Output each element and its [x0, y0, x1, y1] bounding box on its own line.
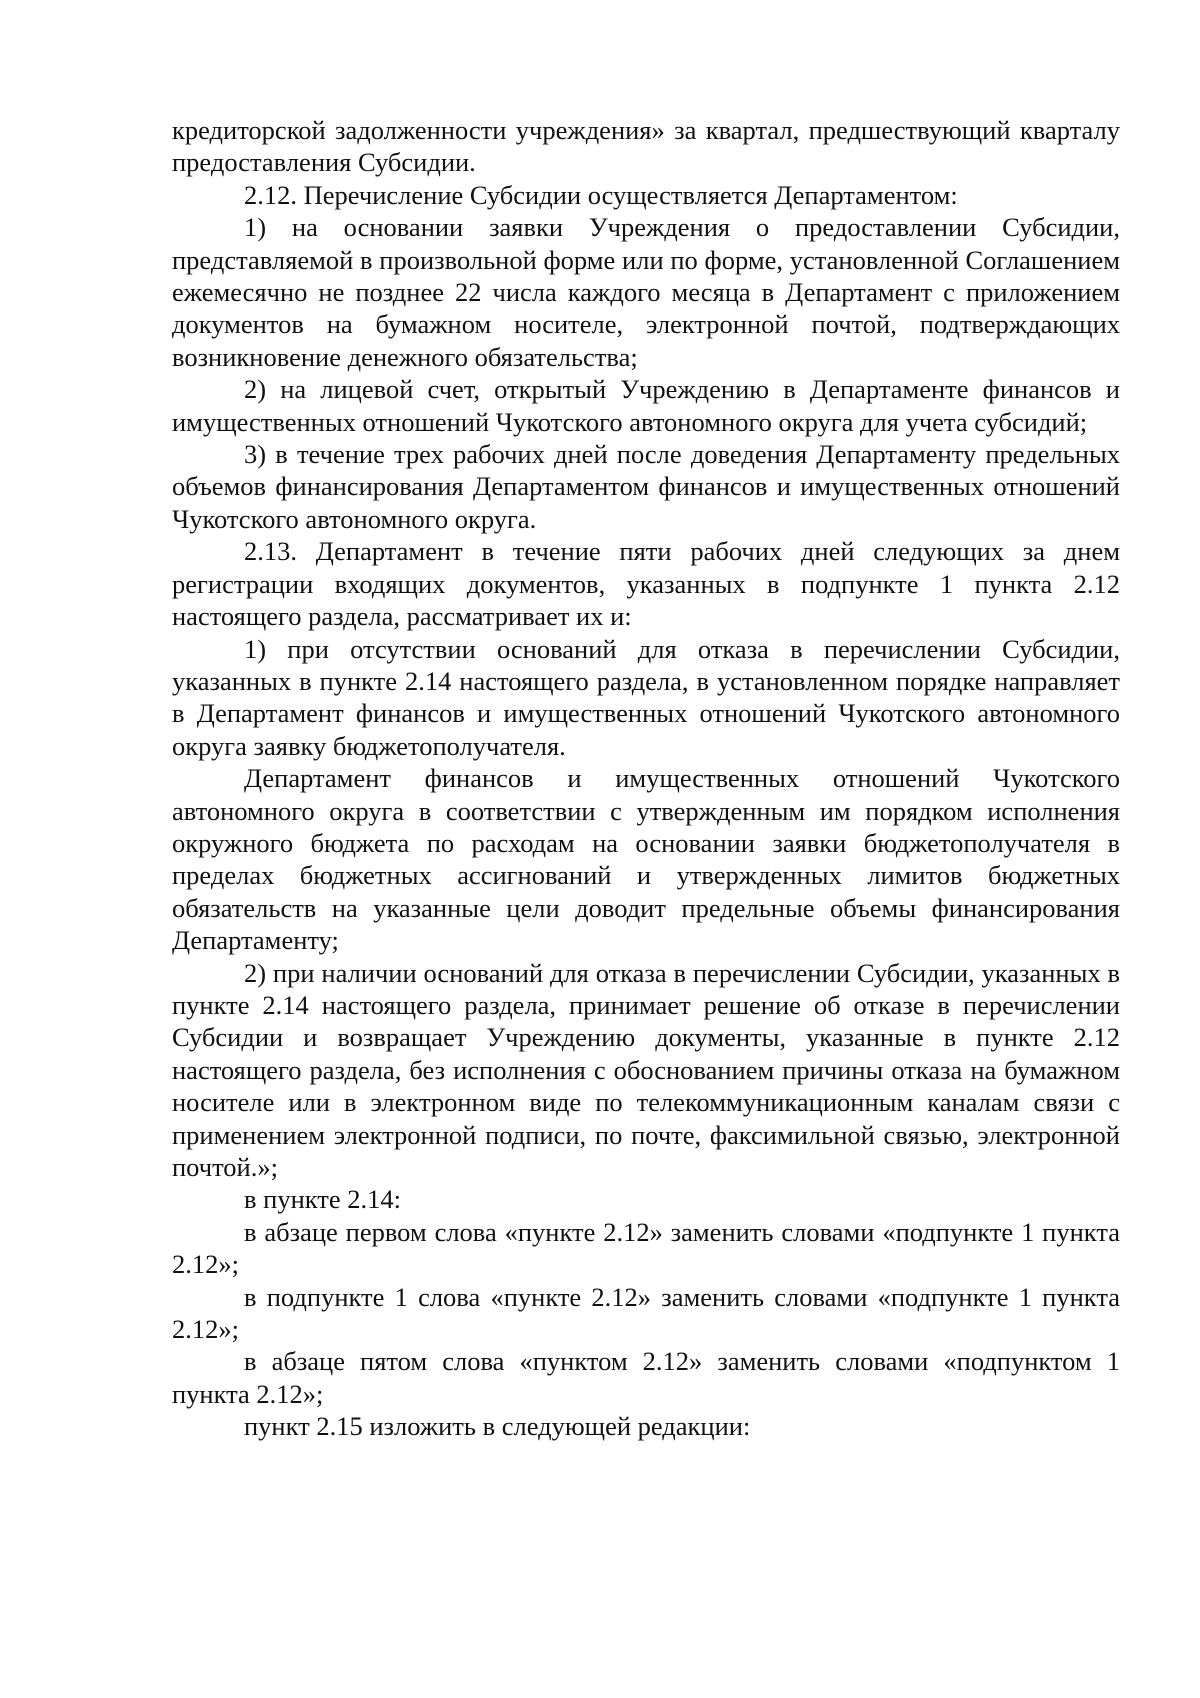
paragraph-2-13-item-1: 1) при отсутствии оснований для отказа в перечислении Субсидии, указанных в пункте 2.14 настоящего раздела, в установленном порядке направляет в Департамент финансов и имущественных отношений Чукотского автономного округа заявку бюджетополучателя.	[172, 633, 1120, 761]
paragraph-continuation: кредиторской задолженности учреждения» за квартал, предшествующий кварталу предоставления Субсидии.	[172, 115, 1120, 178]
paragraph-2-12-item-1: 1) на основании заявки Учреждения о предоставлении Субсидии, представляемой в произвольной форме или по форме, установленной Соглашением ежемесячно не позднее 22 числа каждого месяца в Департамент с приложением документов на бумажном носителе, электронной почтой, подтверждающих возникновение денежного обязательства;	[172, 212, 1120, 372]
paragraph-2-15-heading: пункт 2.15 изложить в следующей редакции:	[244, 1411, 751, 1442]
paragraph-2-12-item-2: 2) на лицевой счет, открытый Учреждению в Департаменте финансов и имущественных отношений Чукотского автономного округа для учета субсидий;	[172, 374, 1120, 437]
paragraph-2-14-amend-2: в подпункте 1 слова «пункте 2.12» заменить словами «подпункте 1 пункта 2.12»;	[172, 1281, 1120, 1345]
paragraph-2-14-amend-3: в абзаце пятом слова «пунктом 2.12» заменить словами «подпунктом 1 пункта 2.12»;	[172, 1346, 1120, 1409]
document-page	[172, 114, 1120, 1443]
paragraph-2-14-amend-1: в абзаце первом слова «пункте 2.12» заменить словами «подпункте 1 пункта 2.12»;	[172, 1216, 1120, 1280]
paragraph-2-13-item-2: 2) при наличии оснований для отказа в перечислении Субсидии, указанных в пункте 2.14 настоящего раздела, принимает решение об отказе в перечислении Субсидии и возвращает Учреждению документы, указанные в пункте 2.12 настоящего раздела, без исполнения с обоснованием причины отказа на бумажном носителе или в электронном виде по телекоммуникационным каналам связи с применением электронной подписи, по почте, факсимильной связью, электронной почтой.»;	[172, 957, 1120, 1182]
paragraph-2-12-item-3: 3) в течение трех рабочих дней после доведения Департаменту предельных объемов финансирования Департаментом финансов и имущественных отношений Чукотского автономного округа.	[172, 439, 1120, 534]
paragraph-2-13-finance-dept: Департамент финансов и имущественных отношений Чукотского автономного округа в соответствии с утвержденным им порядком исполнения окружного бюджета по расходам на основании заявки бюджетополучателя в пределах бюджетных ассигнований и утвержденных лимитов бюджетных обязательств на указанные цели доводит предельные объемы финансирования Департаменту;	[172, 763, 1120, 956]
paragraph-2-13: 2.13. Департамент в течение пяти рабочих дней следующих за днем регистрации входящих документов, указанных в подпункте 1 пункта 2.12 настоящего раздела, рассматривает их и:	[172, 536, 1120, 632]
paragraph-2-12: 2.12. Перечисление Субсидии осуществляется Департаментом:	[244, 179, 958, 210]
paragraph-2-14-heading: в пункте 2.14:	[244, 1184, 401, 1215]
